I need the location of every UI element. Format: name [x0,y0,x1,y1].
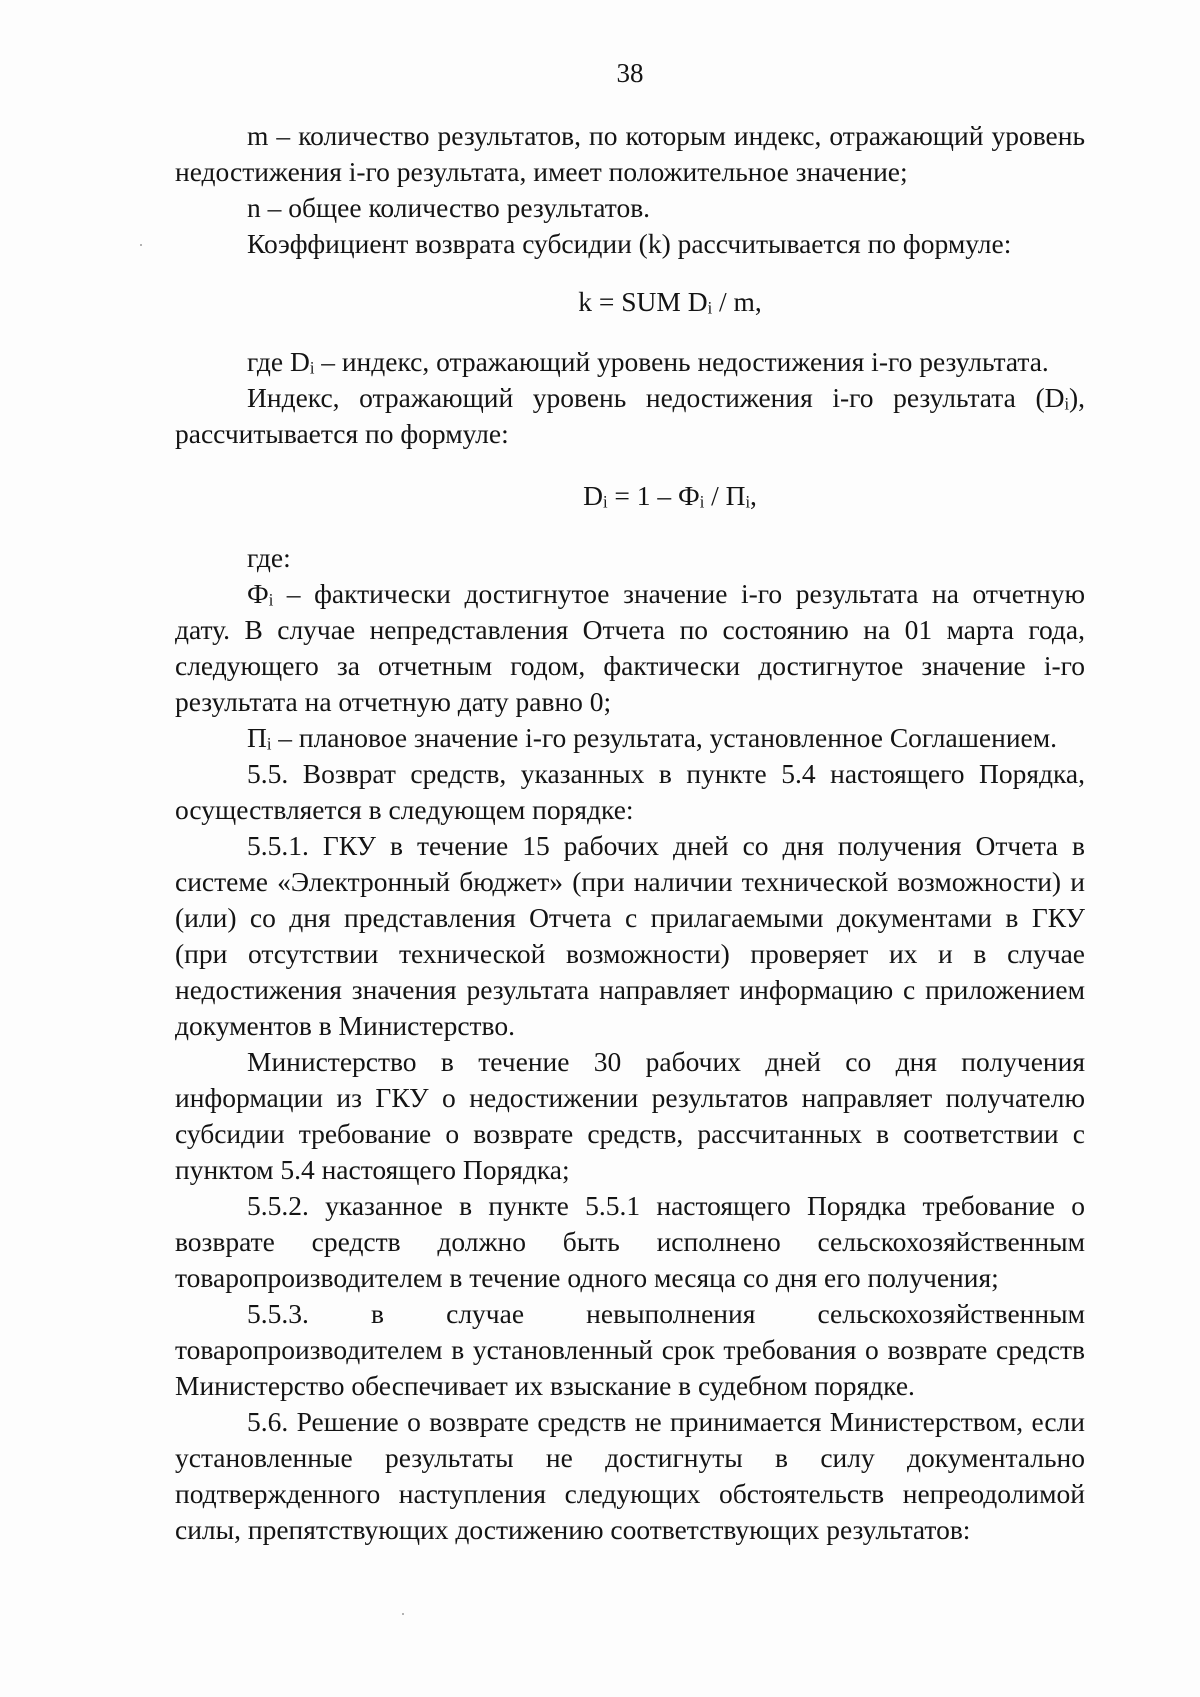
paragraph-coefficient-intro: Коэффициент возврата субсидии (k) рассчитывается по формуле: [247,228,1012,259]
paragraph-index-intro: Индекс, отражающий уровень недостижения i-го результата (Dᵢ), рассчитывается по формуле: [175,382,1085,449]
paragraph-di-definition: где Dᵢ – индекс, отражающий уровень недостижения i-го результата. [247,346,1049,377]
paragraph-5-6: 5.6. Решение о возврате средств не принимается Министерством, если установленные результаты не достигнуты в силу документально подтвержденного наступления следующих обстоятельств непреодолимой силы, препятствующих достижению соответствующих результатов: [175,1406,1085,1545]
paragraph-pi-definition: Пᵢ – плановое значение i-го результата, установленное Соглашением. [247,722,1058,753]
paragraph-ministry-requirement: Министерство в течение 30 рабочих дней со дня получения информации из ГКУ о недостижении результатов направляет получателю субсидии требование о возврате средств, рассчитанных в соответствии с пунктом 5.4 настоящего Порядка; [175,1046,1085,1185]
paragraph-m-definition: m – количество результатов, по которым индекс, отражающий уровень недостижения i-го результата, имеет положительное значение; [175,120,1085,187]
paragraph-phi-definition: Фᵢ – фактически достигнутое значение i-го результата на отчетную дату. В случае непредставления Отчета по состоянию на 01 марта года, следующего за отчетным годом, фактически достигнутое значение i-го результата на отчетную дату равно 0; [175,578,1085,717]
scan-speck [140,244,142,246]
paragraph-5-5-3: 5.5.3. в случае невыполнения сельскохозяйственным товаропроизводителем в установленный срок требования о возврате средств Министерство обеспечивает их взыскание в судебном порядке. [175,1298,1085,1401]
scan-speck [402,1613,404,1615]
paragraph-5-5-1: 5.5.1. ГКУ в течение 15 рабочих дней со дня получения Отчета в системе «Электронный бюджет» (при наличии технической возможности) и (или) со дня представления Отчета с прилагаемыми документами в ГКУ (при отсутствии технической возможности) проверяет их и в случае недостижения значения результата направляет информацию с приложением документов в Министерство. [175,830,1085,1041]
paragraph-5-5: 5.5. Возврат средств, указанных в пункте 5.4 настоящего Порядка, осуществляется в следующем порядке: [175,758,1085,825]
paragraph-5-5-2: 5.5.2. указанное в пункте 5.5.1 настоящего Порядка требование о возврате средств должно быть исполнено сельскохозяйственным товаропроизводителем в течение одного месяца со дня его получения; [175,1190,1085,1293]
page-number: 38 [616,58,644,88]
formula-di: Dᵢ = 1 – Фᵢ / Пᵢ, [583,480,757,511]
paragraph-n-definition: n – общее количество результатов. [247,192,651,223]
paragraph-where: где: [247,542,291,573]
document-body [175,118,1085,1548]
formula-k: k = SUM Dᵢ / m, [578,286,762,317]
